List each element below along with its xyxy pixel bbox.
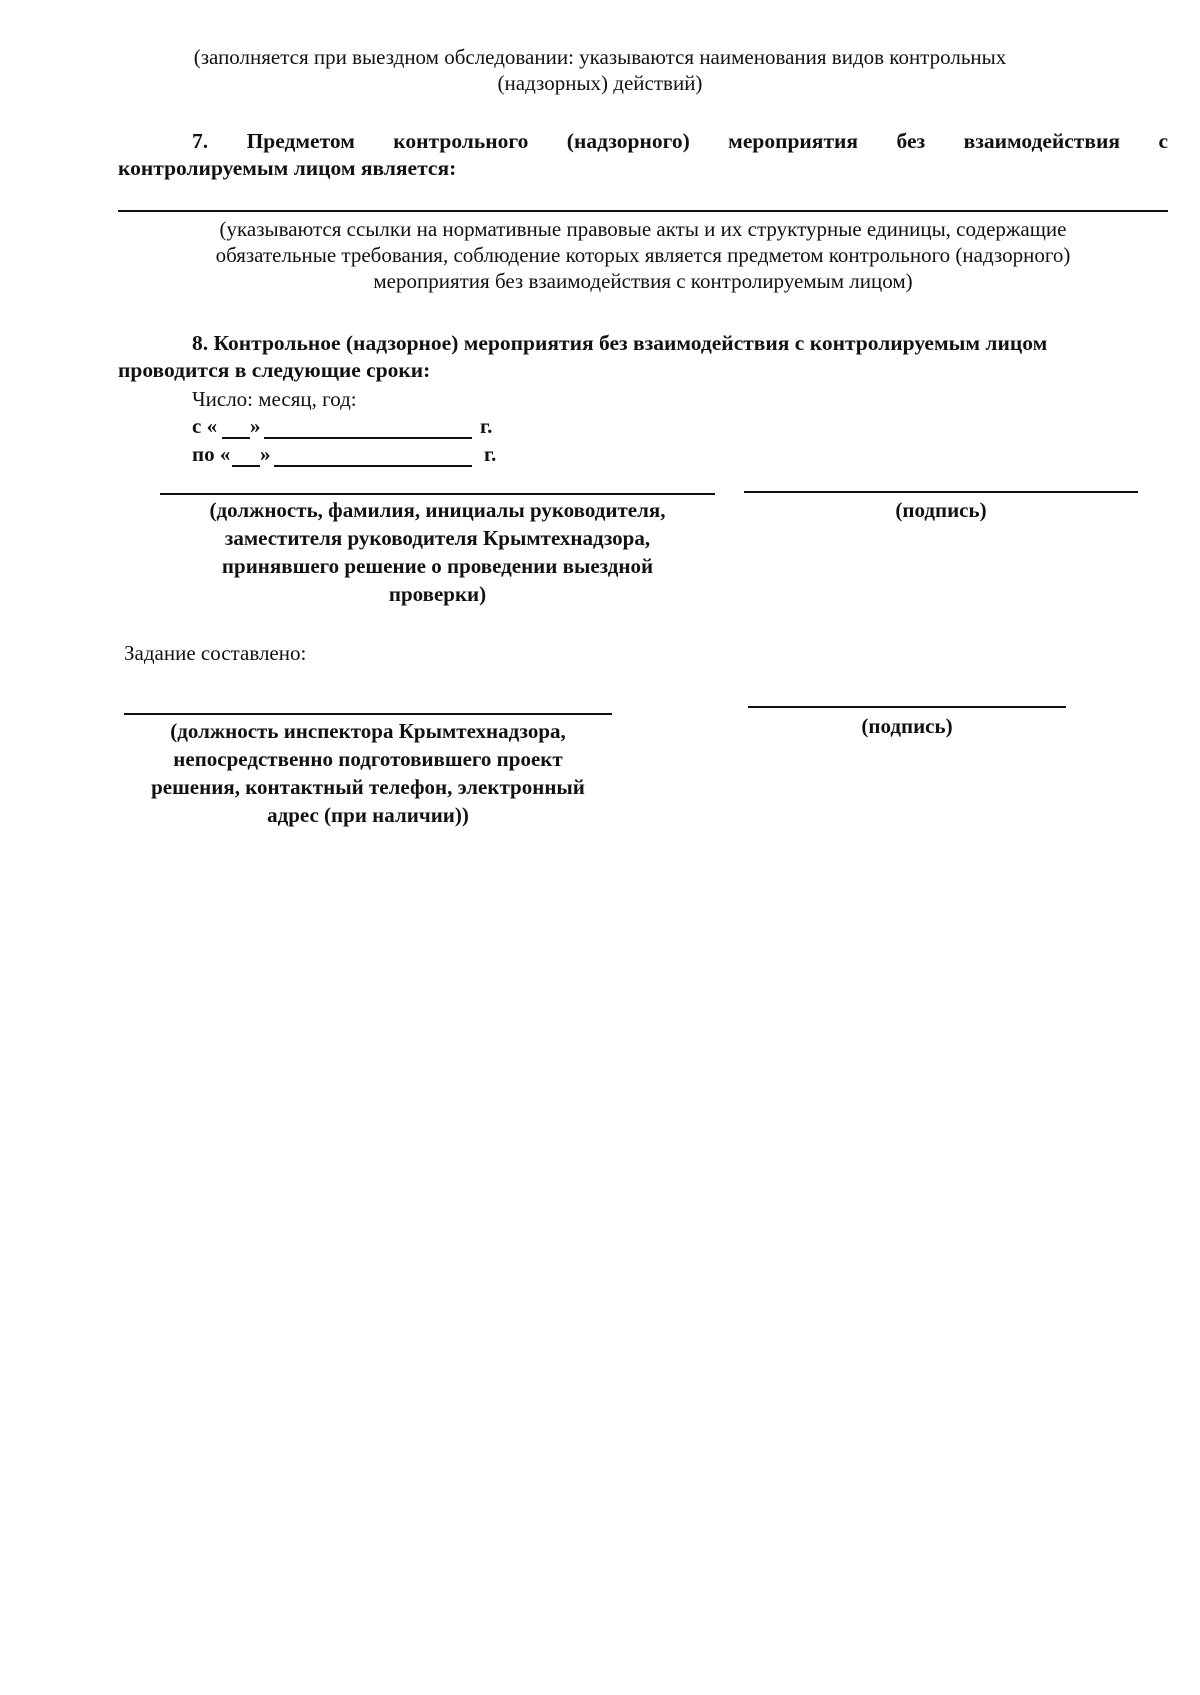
date-to-year-suffix: г.	[484, 442, 497, 466]
date-to-day-blank[interactable]	[232, 465, 260, 467]
section-8-heading-line-2: проводится в следующие сроки:	[118, 358, 431, 382]
section-7-heading-line-2: контролируемым лицом является:	[118, 156, 457, 180]
head-position-caption-line-2: заместителя руководителя Крымтехнадзора,	[224, 526, 651, 550]
compiled-label: Задание составлено:	[124, 641, 307, 665]
section-7-heading	[118, 128, 1168, 182]
date-from-quote-close: »	[250, 414, 261, 438]
inspector-position-caption-line-2: непосредственно подготовившего проект	[173, 747, 563, 771]
top-note	[120, 44, 1080, 96]
section-8-heading	[118, 330, 1168, 384]
top-note-line-2: (надзорных) действий)	[497, 71, 703, 95]
date-label: Число: месяц, год:	[192, 387, 357, 411]
inspector-signature-line	[748, 706, 1066, 708]
date-to-row	[192, 441, 512, 467]
head-position-caption-line-3: принявшего решение о проведении выездной	[221, 554, 654, 578]
inspector-position-caption	[124, 717, 612, 829]
date-from-day-blank[interactable]	[222, 437, 250, 439]
head-position-caption-line-1: (должность, фамилия, инициалы руководителя,	[209, 498, 666, 522]
date-to-quote-close: »	[260, 442, 271, 466]
section-7-note-line-2: обязательные требования, соблюдение которых является предметом контрольного (надзорного)	[215, 243, 1071, 267]
section-7-note-line-3: мероприятия без взаимодействия с контролируемым лицом)	[373, 269, 913, 293]
inspector-position-line	[124, 713, 612, 715]
inspector-position-caption-line-3: решения, контактный телефон, электронный	[151, 775, 585, 799]
head-position-line	[160, 493, 715, 495]
date-to-prefix: по «	[192, 442, 231, 466]
head-position-caption	[160, 496, 715, 608]
head-position-caption-line-4: проверки)	[388, 582, 487, 606]
head-signature-line	[744, 491, 1138, 493]
date-from-prefix: с «	[192, 414, 218, 438]
inspector-position-caption-line-1: (должность инспектора Крымтехнадзора,	[170, 719, 566, 743]
date-from-row	[192, 413, 512, 439]
date-to-month-year-blank[interactable]	[274, 465, 472, 467]
section-7-heading-line-1: 7. Предметом контрольного (надзорного) мероприятия без взаимодействия с	[192, 129, 1168, 153]
date-from-month-year-blank[interactable]	[264, 437, 472, 439]
section-7-note	[118, 216, 1168, 294]
inspector-signature-caption: (подпись)	[861, 714, 953, 738]
section-8-heading-line-1: 8. Контрольное (надзорное) мероприятия без взаимодействия с контролируемым лицом	[192, 331, 1048, 355]
top-note-line-1: (заполняется при выездном обследовании: указываются наименования видов контрольных	[193, 45, 1007, 69]
section-7-fill-line	[118, 210, 1168, 212]
inspector-position-caption-line-4: адрес (при наличии))	[267, 803, 469, 827]
section-7-note-line-1: (указываются ссылки на нормативные правовые акты и их структурные единицы, содержащие	[219, 217, 1067, 241]
head-signature-caption: (подпись)	[895, 498, 987, 522]
date-from-year-suffix: г.	[480, 414, 493, 438]
